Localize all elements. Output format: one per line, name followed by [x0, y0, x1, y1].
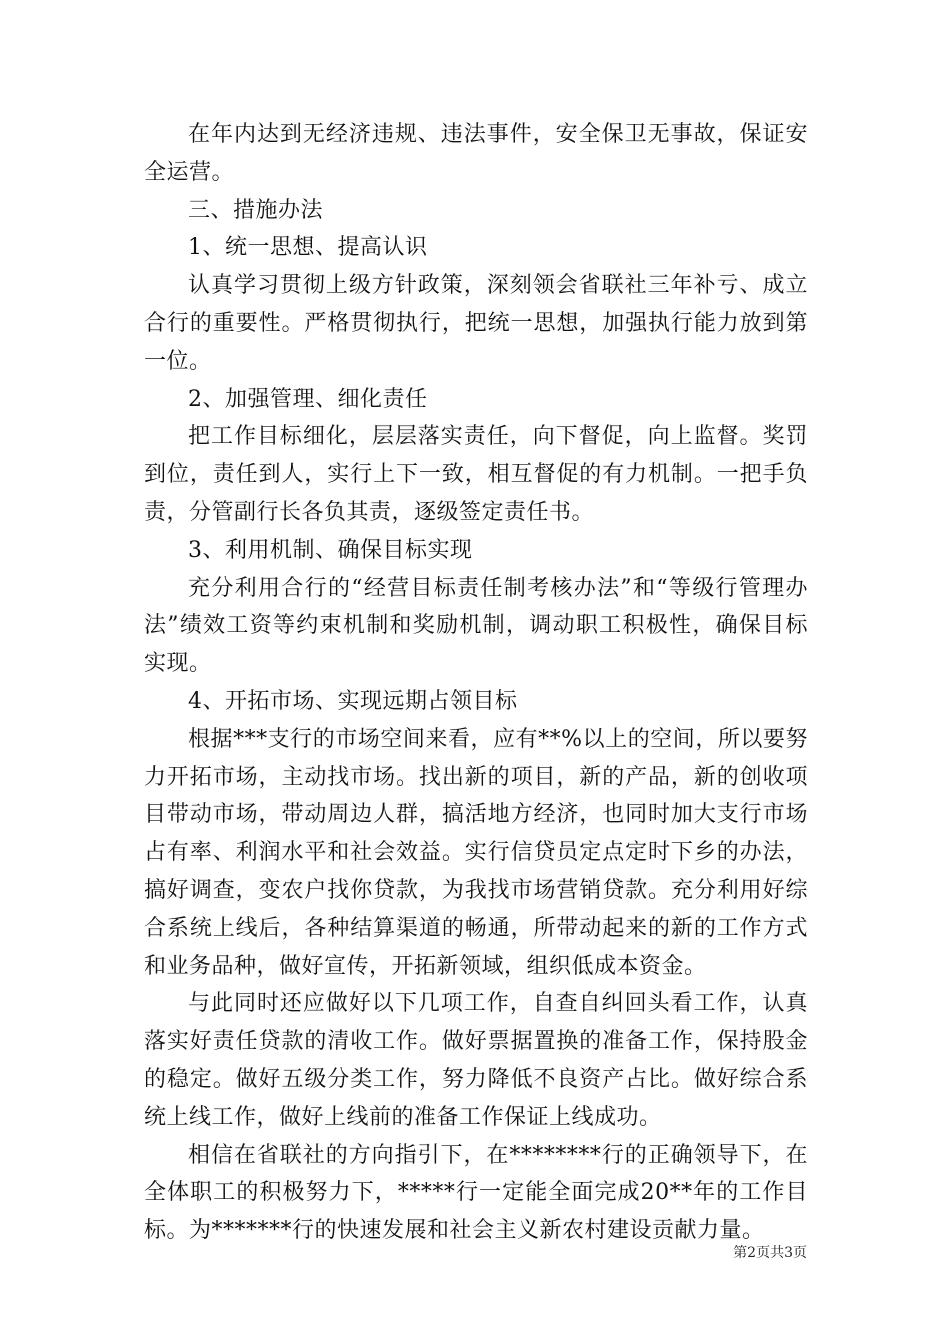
subsection-heading: 2、加强管理、细化责任 [188, 386, 428, 412]
paragraph: 认真学习贯彻上级方针政策，深刻领会省联社三年补亏、成立合行的重要性。严格贯彻执行，把统一思想，加强执行能力放到第一位。 [144, 273, 808, 374]
paragraph: 相信在省联社的方向指引下，在********行的正确领导下，在全体职工的积极努力下，*****行一定能全面完成20**年的工作目标。为*******行的快速发展和社会主义新农村建设贡献力量。 [144, 1142, 808, 1244]
subsection-heading: 4、开拓市场、实现远期占领目标 [188, 688, 518, 714]
paragraph: 与此同时还应做好以下几项工作，自查自纠回头看工作，认真落实好责任贷款的清收工作。做好票据置换的准备工作，保持股金的稳定。做好五级分类工作，努力降低不良资产占比。做好综合系统上线工作，做好上线前的准备工作保证上线成功。 [144, 991, 808, 1130]
paragraph: 在年内达到无经济违规、违法事件，安全保卫无事故，保证安全运营。 [144, 122, 808, 185]
page-number: 第2页共3页 [733, 1245, 807, 1261]
paragraph: 把工作目标细化，层层落实责任，向下督促，向上监督。奖罚到位，责任到人，实行上下一致，相互督促的有力机制。一把手负责，分管副行长各负其责，逐级签定责任书。 [144, 424, 808, 525]
paragraph: 根据***支行的市场空间来看，应有**%以上的空间，所以要努力开拓市场，主动找市场。找出新的项目，新的产品，新的创收项目带动市场，带动周边人群，搞活地方经济，也同时加大支行市场占有率、利润水平和社会效益。实行信贷员定点定时下乡的办法，搞好调查，变农户找你贷款，为我找市场营销贷款。充分利用好综合系统上线后，各种结算渠道的畅通，所带动起来的新的工作方式和业务品种，做好宣传，开拓新领域，组织低成本资金。 [144, 726, 808, 979]
paragraph: 充分利用合行的“经营目标责任制考核办法”和“等级行管理办法”绩效工资等约束机制和奖励机制，调动职工积极性，确保目标实现。 [144, 575, 808, 677]
subsection-heading: 3、利用机制、确保目标实现 [188, 537, 473, 563]
subsection-heading: 1、统一思想、提高认识 [188, 235, 428, 261]
section-heading: 三、措施办法 [188, 197, 324, 223]
document-body [144, 116, 808, 1250]
